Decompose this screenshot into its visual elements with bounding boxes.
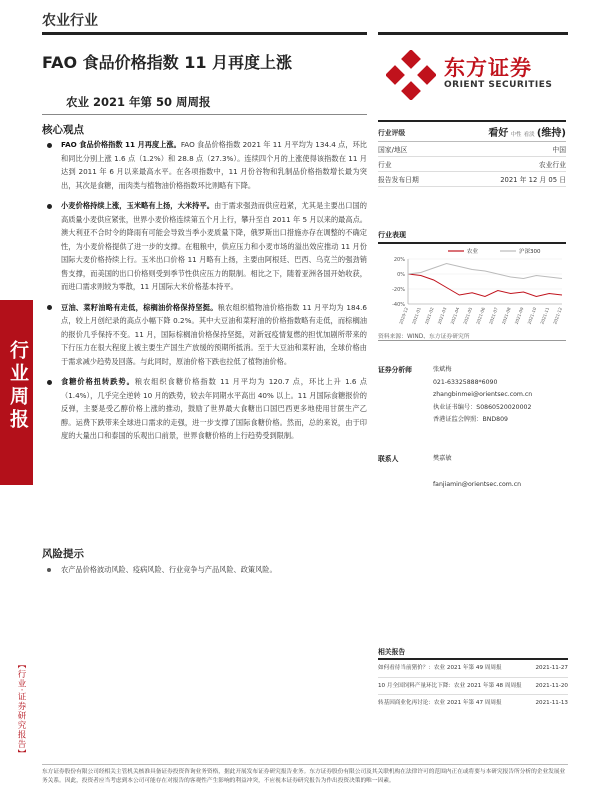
contact-name: 樊嘉敏 <box>433 455 452 462</box>
analyst-license: 执业证书编号：S0860520020002 <box>433 403 532 411</box>
core-point <box>42 138 367 192</box>
report-subtitle: 农业 2021 年第 50 周周报 <box>66 95 211 109</box>
info-row <box>378 142 566 157</box>
orient-logo-icon <box>386 50 436 100</box>
core-point <box>42 301 367 369</box>
info-key: 行业 <box>378 157 443 172</box>
contact-label: 联系人 <box>378 455 399 463</box>
core-point-lead: 豆油、菜籽油略有走低，棕榈油价格保持坚挺。 <box>61 302 218 312</box>
related-divider <box>378 694 568 695</box>
performance-chart <box>378 245 566 330</box>
info-row <box>378 157 566 172</box>
contact-email[interactable]: fanjiamin@orientsec.com.cn <box>433 481 522 488</box>
analyst-email[interactable]: zhangbinmei@orientsec.com.cn <box>433 391 533 398</box>
logo-text-en: ORIENT SECURITIES <box>444 80 553 90</box>
info-value: 2021 年 12 月 05 日 <box>443 172 566 187</box>
rating-table <box>378 120 566 187</box>
core-point <box>42 199 367 294</box>
core-point-lead: 小麦价格持续上涨，玉米略有上扬，大米持平。 <box>61 201 215 210</box>
report-title: FAO 食品价格指数 11 月再度上涨 <box>42 53 293 72</box>
core-point-lead: FAO 食品价格指数 11 月再度上涨。 <box>61 140 181 149</box>
orient-logo <box>386 50 566 100</box>
chart-x-tick: 2021-11 <box>539 306 551 325</box>
analyst-label: 证券分析师 <box>378 366 412 374</box>
chart-x-tick: 2021-06 <box>475 306 486 325</box>
chart-x-tick: 2021-08 <box>500 306 512 325</box>
related-item-title[interactable]: 如何看待当前猪价？：农业 2021 年第 49 周周报 <box>378 665 502 671</box>
related-item-date: 2021-11-27 <box>535 665 568 671</box>
rating-strong: 看好 <box>488 128 509 139</box>
core-point-body: 粮农组织植物油价格指数 11 月平均为 184.6 点，较上月创纪录的高点小幅下降 0.2%。其中大豆油和菜籽油的价格指数略有走低，而棕榈油的报价几乎保持不变。11 月，国际棕榈油价格保持坚挺，对新冠疫情复燃的担忧加剧所带来的下行压力在很大程度上被主要生产国生产放缓的预期所抵消。至于大豆油和菜籽油，全球价格由于需求减少趋势及回落。与此同时，原油价格下跌也拉低了植物油价格。 <box>61 302 367 366</box>
info-key: 国家/地区 <box>378 142 443 157</box>
chart-x-tick: 2021-04 <box>449 306 461 325</box>
side-tag: 【行业·证券研究报告】 <box>16 660 26 759</box>
logo-text-cn: 东方证券 <box>444 56 532 80</box>
chart-x-tick: 2021-12 <box>552 306 563 325</box>
related-item[interactable] <box>378 682 568 692</box>
chart-y-tick: 0% <box>397 272 405 278</box>
chart-title: 行业表现 <box>378 231 406 239</box>
chart-x-tick: 2021-05 <box>462 306 474 325</box>
analyst-info <box>433 364 568 427</box>
related-heading: 相关报告 <box>378 646 568 660</box>
core-point <box>42 375 367 443</box>
related-item-date: 2021-11-20 <box>535 682 568 689</box>
core-point-body: 由于需求强劲而供应趋紧，尤其是主要出口国的高质量小麦供应紧张，世界小麦价格连续第五个月上行，攀升至自 2011 年 5 月以来的最高点。澳大利亚不合时令的降雨有可能会导致当季小麦质量下降，俄罗斯出口措施亦存在调整的不确定性，为小麦价格提供了进一步的支撑。在粗粮中，供应压力和小麦市场的溢出效应推动 11 月份国际大麦价格持续上行。玉米出口价格 11 月略有上扬，主要由阿根廷、巴西、乌克兰的强劲销售支撑，而美国的出口价格则受到季节性供应压力的限制。相比之下，随着亚洲各国开始收获，而进口需求则较为零散，11 月国际大米价格基本持平。 <box>61 201 367 291</box>
performance-chart-svg <box>378 245 566 330</box>
chart-x-tick: 2021-02 <box>423 306 435 325</box>
side-label: 行业周报 <box>7 340 29 432</box>
analyst-name: 张斌梅 <box>433 366 452 373</box>
chart-y-tick: -40% <box>392 302 405 308</box>
analyst-hk-license: 香港证监会牌照：BND809 <box>433 416 508 423</box>
core-point-lead: 食糖价格扭转跌势。 <box>61 377 135 386</box>
chart-title-rule <box>378 242 566 244</box>
logo-rule <box>378 32 568 35</box>
related-reports <box>378 646 568 709</box>
chart-x-tick: 2020-12 <box>398 306 409 325</box>
chart-x-tick: 2021-07 <box>488 306 499 325</box>
core-points-list <box>42 138 367 450</box>
rating-mid: 中性 <box>510 132 522 138</box>
related-item[interactable] <box>378 664 568 674</box>
risk-item: 农产品价格波动风险、疫病风险、行业竞争与产品风险、政策风险。 <box>42 563 367 576</box>
disclaimer-footer: 东方证券股份有限公司经相关主管机关核准具备证券投资咨询业务资格，据此开展发布证券研究报告业务。东方证券股份有限公司及其关联机构在法律许可的范围内正在或将要与本研究报告所分析的企业发展业务关系。因此，投资者应当考虑到本公司可能存在对报告的客观性产生影响的利益冲突，不应视本证券研究报告为作出投资决策的唯一因素。 <box>42 769 566 785</box>
chart-x-tick: 2021-10 <box>526 306 538 325</box>
rating-neg: 看淡 <box>523 132 535 138</box>
chart-y-tick: 20% <box>393 257 405 263</box>
chart-series-line <box>408 264 562 279</box>
info-value: 农业行业 <box>443 157 566 172</box>
analyst-phone: 021-63325888*6090 <box>433 378 498 386</box>
rating-hold: (维持) <box>536 128 566 139</box>
related-divider <box>378 677 568 678</box>
chart-source-rule <box>378 340 566 341</box>
chart-legend-label: 沪深300 <box>519 249 541 255</box>
core-heading: 核心观点 <box>42 124 84 136</box>
core-point-body: FAO 食品价格指数 2021 年 11 月平均为 134.4 点，环比和同比分别上涨 1.6 点（1.2%）和 28.8 点（27.3%）。连续四个月的上涨使得该指数在 11 月达到 2011 年 6 月以来最高水平。在各项指数中，11 月份谷物和乳制品价格指数增长最为突出，其次是食糖，而肉类与植物油价格指数环比则略有下降。 <box>61 140 367 190</box>
chart-x-tick: 2021-03 <box>436 306 448 325</box>
risk-heading: 风险提示 <box>42 548 84 560</box>
chart-source: 资料来源：WIND、东方证券研究所 <box>378 334 470 340</box>
rating-values <box>443 121 566 142</box>
top-rule <box>42 32 367 35</box>
related-item-title[interactable]: 转基因商业化再讨论：农业 2021 年第 47 周周报 <box>378 700 502 706</box>
core-point-body: 粮农组织食糖价格指数 11 月平均为 120.7 点，环比上升 1.6 点（1.4%），几乎完全逆转 10 月的跌势，较去年同期水平高出 40% 以上。11 月国际食糖报价的反弹，主要是受乙醇价格上涨的推动，鼓励了世界最大食糖出口国巴西更多地使用甘蔗生产乙醇。运费下跌带来全球进口需求的走强，进一步支撑了国际食糖价格。然而，总的来说，由于印度的大量出口和泰国的乐观出口前景，世界食糖价格的上行趋势受到限制。 <box>61 377 367 440</box>
related-item-date: 2021-11-13 <box>535 700 568 706</box>
chart-series-line <box>408 274 562 297</box>
chart-y-tick: -20% <box>392 287 405 293</box>
footer-rule <box>42 764 568 765</box>
rating-row <box>378 121 566 142</box>
related-item-title[interactable]: 10 月全国饲料产量环比下降：农业 2021 年第 48 周周报 <box>378 682 522 689</box>
info-row <box>378 172 566 187</box>
info-key: 报告发布日期 <box>378 172 443 187</box>
rating-label: 行业评级 <box>378 121 443 142</box>
chart-x-tick: 2021-09 <box>513 306 525 325</box>
risk-list <box>42 563 367 576</box>
chart-legend-label: 农业 <box>467 249 479 255</box>
sector-label: 农业行业 <box>42 13 98 29</box>
chart-x-tick: 2021-01 <box>411 306 422 325</box>
subtitle-rule <box>42 114 367 115</box>
info-value: 中国 <box>443 142 566 157</box>
related-item[interactable] <box>378 699 568 709</box>
